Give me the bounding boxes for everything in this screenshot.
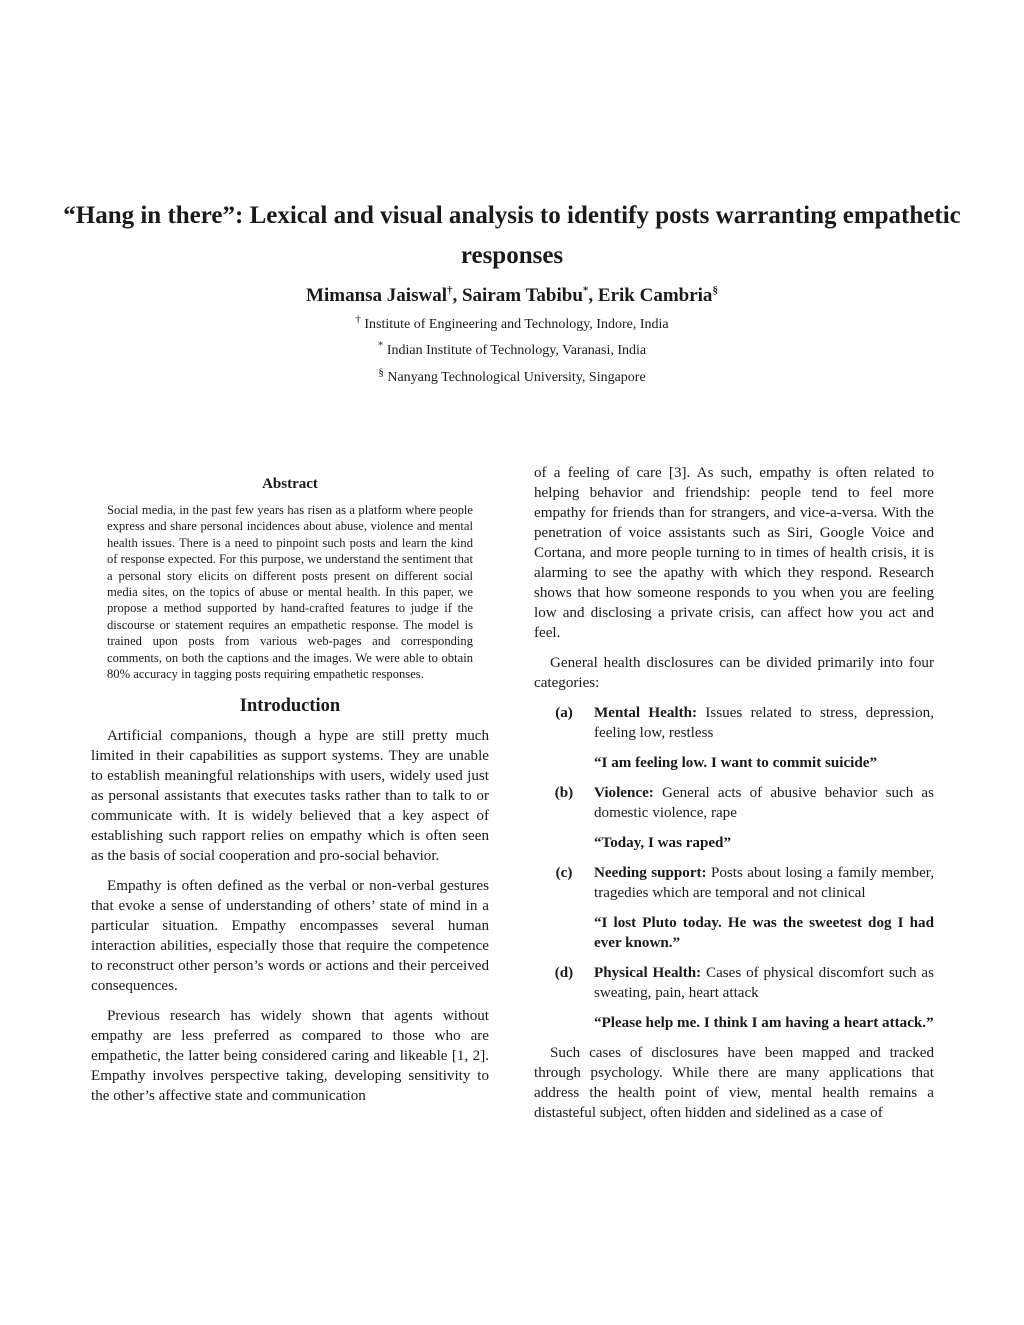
category-label: (c) — [555, 865, 573, 881]
right-column — [534, 463, 934, 1133]
category-name: Violence: — [594, 785, 654, 801]
affiliation — [60, 339, 964, 360]
paper-title: “Hang in there”: Lexical and visual analysis to identify posts warranting empathetic responses — [63, 202, 961, 269]
continuation-paragraph: of a feeling of care [3]. As such, empathy is often related to helping behavior and friendship: people tend to feel more empathy for friends than for strangers, and vice-a-versa. With the penetration of voice assistants such as Siri, Google Voice and Cortana, and more people turning to in times of health crisis, it is alarming to see the apathy with which they respond. Research shows that how someone responds to you when you are feeling low and disclosing a private crisis, can affect how you act and feel. — [534, 465, 934, 641]
category-label: (a) — [555, 705, 573, 721]
category-description: Cases of physical discomfort such as sweating, pain, heart attack — [594, 965, 934, 1001]
category-label: (d) — [554, 965, 574, 981]
author-name: Sairam Tabibu — [461, 285, 583, 306]
category-name: Needing support: — [594, 865, 707, 881]
intro-paragraph: Empathy is often defined as the verbal or non-verbal gestures that evoke a sense of understanding of others’ state of mind in a particular situation. Empathy encompasses several human interaction abilities, especially those that require the competence to reconstruct other person’s words or actions and their perceived consequences. — [91, 878, 489, 995]
affiliation-mark: * — [377, 339, 384, 352]
category-name: Physical Health: — [594, 965, 702, 981]
affiliation-text: Nanyang Technological University, Singapore — [387, 370, 646, 385]
closing-paragraph: Such cases of disclosures have been mapped and tracked through psychology. While there are many applications that address the health point of view, mental health remains a distasteful subject, often hidden and sidelined as a case of — [534, 1045, 934, 1121]
affiliation-mark: † — [355, 313, 361, 326]
author-name: Erik Cambria — [597, 285, 713, 306]
categories-intro: General health disclosures can be divided primarily into four categories: — [534, 655, 934, 691]
author-mark: † — [446, 284, 453, 297]
category-label: (b) — [554, 785, 574, 801]
category-item — [534, 863, 934, 903]
example-quote: “I am feeling low. I want to commit suicide” — [594, 755, 877, 771]
abstract-heading: Abstract — [262, 476, 318, 492]
intro-paragraph: Artificial companions, though a hype are still pretty much limited in their capabilities as support systems. They are unable to establish meaningful relationships with users, widely used just as personal assistants that executes tasks rather than to talk to or communicate with. It is widely believed that a key aspect of establishing such rapport relies on empathy which is often seen as the basis of social cooperation and pro-social behavior. — [91, 728, 489, 865]
category-item — [534, 783, 934, 823]
affiliation — [60, 366, 964, 387]
category-description: Posts about losing a family member, tragedies which are temporal and not clinical — [594, 865, 934, 901]
left-column — [91, 474, 489, 1116]
author-line — [60, 282, 964, 310]
affiliation-text: Institute of Engineering and Technology, Indore, India — [364, 317, 669, 332]
category-item — [534, 963, 934, 1003]
abstract-text: Social media, in the past few years has risen as a platform where people express and share personal incidences about abuse, violence and mental health issues. There is a need to pinpoint such posts and learn the kind of response expected. For this purpose, we understand the sentiment that a personal story elicits on different posts present on different social media sites, on the topics of abuse or mental health. In this paper, we propose a method supported by hand-crafted features to judge if the discourse or statement requires an empathetic response. The model is trained upon posts from various web-pages and corresponding comments, on both the captions and the images. We were able to obtain 80% accuracy in tagging posts requiring empathetic responses. — [107, 503, 473, 682]
author-separator: , — [452, 285, 462, 306]
author-mark: * — [582, 284, 589, 297]
category-name: Mental Health: — [594, 705, 698, 721]
example-quote: “I lost Pluto today. He was the sweetest dog I had ever known.” — [594, 915, 934, 951]
category-description: General acts of abusive behavior such as domestic violence, rape — [594, 785, 934, 821]
category-description: Issues related to stress, depression, feeling low, restless — [594, 705, 934, 741]
affiliation — [60, 313, 964, 334]
affiliation-text: Indian Institute of Technology, Varanasi, India — [386, 343, 647, 358]
affiliation-mark: § — [378, 366, 384, 379]
example-quote: “Please help me. I think I am having a heart attack.” — [594, 1015, 934, 1031]
intro-paragraph: Previous research has widely shown that agents without empathy are less preferred as compared to those who are empathetic, the latter being considered caring and likeable [1, 2]. Empathy involves perspective taking, developing sensitivity to the other’s affective state and communication — [91, 1008, 489, 1105]
author-mark: § — [712, 284, 718, 297]
author-name: Mimansa Jaiswal — [306, 285, 447, 306]
example-quote: “Today, I was raped” — [594, 835, 731, 851]
category-item — [534, 703, 934, 743]
introduction-heading: Introduction — [239, 696, 341, 717]
author-separator: , — [588, 285, 598, 306]
